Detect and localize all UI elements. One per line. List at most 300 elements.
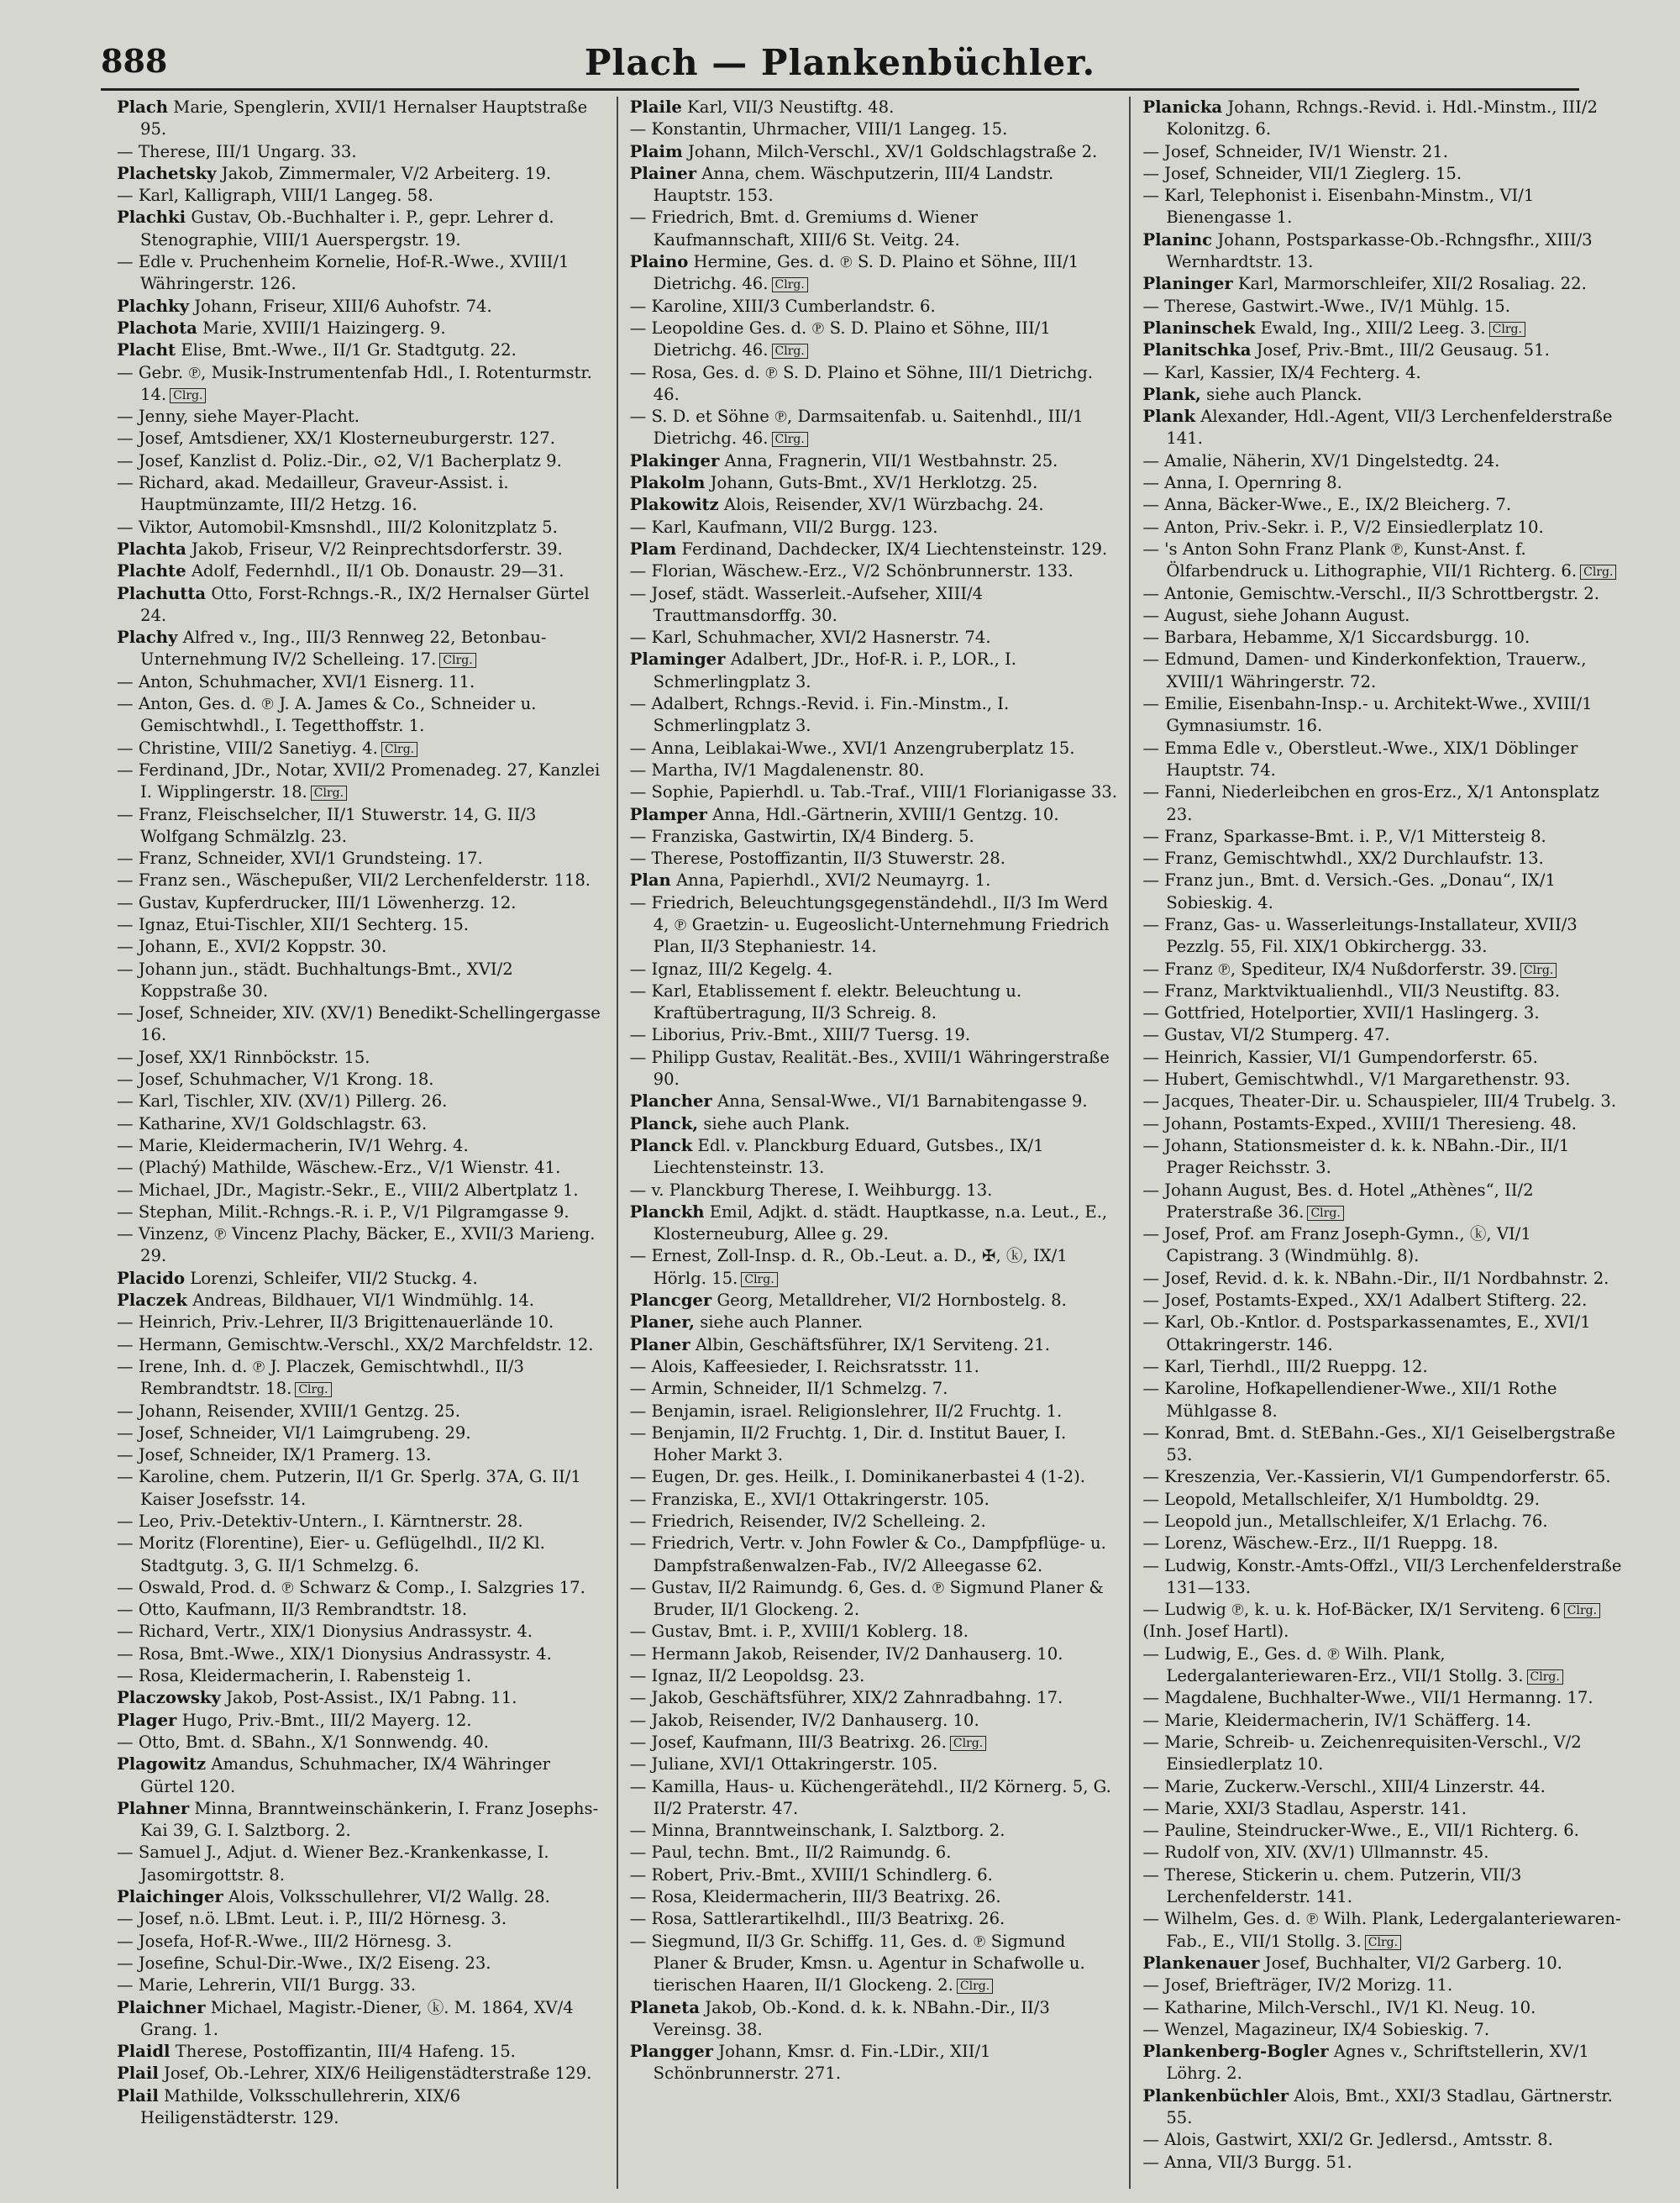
entry-surname: Plancher — [629, 1091, 712, 1112]
entry-details: — Hermann, Gemischtw.-Verschl., XX/2 Marchfeldstr. 12. — [117, 1334, 594, 1354]
directory-entry — [117, 428, 605, 450]
entry-details: — Jakob, Geschäftsführer, XIX/2 Zahnradbahng. 17. — [629, 1688, 1063, 1708]
entry-details: — Alois, Kaffeesieder, I. Reichsratsstr. 11. — [629, 1356, 979, 1376]
entry-details: Marie, Spenglerin, XVII/1 Hernalser Hauptstraße 95. — [140, 97, 588, 139]
directory-entry — [1142, 605, 1630, 627]
directory-entry — [1142, 339, 1630, 361]
entry-details: Karl, Marmorschleifer, XII/2 Rosaliag. 22. — [1237, 274, 1587, 294]
entry-details: Anna, Papierhdl., XVI/2 Neumayrg. 1. — [676, 870, 991, 891]
entry-details: Gustav, Ob.-Buchhalter i. P., gepr. Lehrer d. Stenographie, VIII/1 Auerspergstr. 19. — [140, 208, 554, 250]
entry-surname: Plaidl — [117, 2042, 171, 2062]
directory-entry — [1142, 406, 1630, 450]
entry-details: — Franz, Fleischselcher, II/1 Stuwerstr. 14, G. II/3 Wolfgang Schmälzlg. 23. — [117, 804, 537, 846]
entry-details: — Franz ℗, Spediteur, IX/4 Nußdorferstr. 39. — [1142, 959, 1517, 979]
entry-details: — Edle v. Pruchenheim Kornelie, Hof-R.-Wwe., XVIII/1 Währingerstr. 126. — [117, 252, 570, 294]
entry-details: — Kreszenzia, Ver.-Kassierin, VI/1 Gumpendorferstr. 65. — [1142, 1467, 1611, 1487]
directory-entry — [117, 1665, 605, 1687]
directory-entry — [117, 97, 605, 141]
directory-entry — [117, 760, 605, 804]
directory-entry — [1142, 1223, 1630, 1268]
directory-entry — [1142, 1953, 1630, 1974]
directory-entry — [117, 892, 605, 914]
entry-details: — Karl, Kalligraph, VIII/1 Langeg. 58. — [117, 186, 433, 206]
directory-entry — [1142, 959, 1630, 981]
directory-entry — [630, 649, 1118, 693]
entry-details: — Siegmund, II/3 Gr. Schiffg. 11, Ges. d. ℗ Sigmund Planer & Bruder, Kmsn. u. Agentur in Schafwolle u. tierischen Haaren, II/1 Glockeng. 2. — [629, 1931, 1085, 1995]
entry-details: — Rosa, Kleidermacherin, I. Rabensteig 1. — [117, 1666, 472, 1686]
directory-entry — [630, 1864, 1118, 1886]
entry-details: — Amalie, Näherin, XV/1 Dingelstedtg. 24. — [1142, 450, 1500, 471]
entry-details: Hugo, Priv.-Bmt., III/2 Mayerg. 12. — [181, 1710, 472, 1730]
directory-entry — [117, 1290, 605, 1312]
directory-entry — [1142, 1180, 1630, 1224]
entry-details: — Anton, Priv.-Sekr. i. P., V/2 Einsiedlerplatz 10. — [1142, 517, 1544, 537]
directory-entry — [1142, 649, 1630, 693]
running-head: Plach — Plankenbüchler. — [584, 42, 1096, 83]
entry-surname: Plagowitz — [117, 1754, 207, 1774]
directory-entry — [117, 296, 605, 318]
directory-entry — [117, 1710, 605, 1732]
entry-details: — Magdalene, Buchhalter-Wwe., VII/1 Hermanng. 17. — [1142, 1688, 1593, 1708]
entry-details: — Samuel J., Adjut. d. Wiener Bez.-Krankenkasse, I. Jasomirgottstr. 8. — [117, 1843, 549, 1885]
directory-entry — [117, 1908, 605, 1930]
directory-entry — [117, 141, 605, 163]
directory-entry — [630, 97, 1118, 118]
directory-entry — [117, 1953, 605, 1974]
directory-columns — [105, 97, 1642, 2189]
entry-details: (Inh. Josef Hartl). — [1142, 1622, 1289, 1642]
entry-details: — Friedrich, Vertr. v. John Fowler & Co., Dampfpflüge- u. Dampfstraßenwalzen-Fab., IV/2 Alleegasse 62. — [629, 1533, 1106, 1575]
entry-details: — Michael, JDr., Magistr.-Sekr., E., VIII/2 Albertplatz 1. — [117, 1180, 579, 1200]
entry-details: — Josef, Schuhmacher, V/1 Krong. 18. — [117, 1070, 434, 1090]
directory-entry — [630, 781, 1118, 803]
directory-entry — [1142, 1687, 1630, 1709]
clearing-badge: Clrg. — [741, 1272, 777, 1287]
entry-details: Karl, VII/3 Neustiftg. 48. — [687, 97, 895, 117]
directory-entry — [630, 1842, 1118, 1864]
entry-details: — Fanni, Niederleibchen en gros-Erz., X/1 Antonsplatz 23. — [1142, 782, 1599, 824]
entry-details: Josef, Priv.-Bmt., III/2 Geusaug. 51. — [1256, 340, 1550, 360]
directory-entry — [117, 1974, 605, 1996]
directory-entry — [1142, 2152, 1630, 2174]
directory-entry — [1142, 1047, 1630, 1069]
directory-entry — [630, 693, 1118, 738]
directory-entry — [117, 804, 605, 849]
entry-surname: Plachutta — [117, 583, 207, 603]
directory-entry — [630, 981, 1118, 1025]
entry-details: — Josef, Schneider, VI/1 Laimgrubeng. 29. — [117, 1422, 471, 1443]
entry-details: — Juliane, XVI/1 Ottakringerstr. 105. — [629, 1754, 938, 1774]
directory-entry — [630, 296, 1118, 318]
directory-entry — [1142, 1422, 1630, 1467]
directory-entry — [630, 826, 1118, 848]
entry-surname: Plam — [629, 539, 677, 559]
directory-entry — [117, 1223, 605, 1268]
directory-entry — [117, 1422, 605, 1444]
entry-details: — Josef, Schneider, XIV. (XV/1) Benedikt-Schellingergasse 16. — [117, 1003, 601, 1045]
clearing-badge: Clrg. — [772, 432, 808, 447]
entry-details: — Wenzel, Magazineur, IX/4 Sobieskig. 7. — [1142, 2019, 1490, 2039]
entry-details: — Otto, Bmt. d. SBahn., X/1 Sonnwendg. 40. — [117, 1732, 490, 1752]
directory-entry — [630, 1931, 1118, 1997]
entry-details: siehe auch Planner. — [700, 1312, 864, 1333]
column-3 — [1129, 97, 1642, 2189]
directory-entry — [117, 560, 605, 582]
entry-surname: Plankenberg-Bogler — [1142, 2042, 1329, 2062]
entry-surname: Planicka — [1142, 97, 1223, 117]
directory-entry — [117, 1798, 605, 1843]
directory-entry — [630, 1047, 1118, 1091]
entry-details: Johann, Postsparkasse-Ob.-Rchngsfhr., XIII/3 Wernhardtstr. 13. — [1166, 229, 1593, 272]
entry-surname: Plachetsky — [117, 163, 217, 183]
directory-entry — [1142, 494, 1630, 516]
entry-details: — Marie, XXI/3 Stadlau, Asperstr. 141. — [1142, 1798, 1467, 1818]
clearing-badge: Clrg. — [772, 277, 808, 292]
entry-details: — Karl, Tischler, XIV. (XV/1) Pillerg. 26. — [117, 1091, 448, 1112]
directory-entry — [1142, 1378, 1630, 1422]
directory-entry — [117, 1401, 605, 1422]
directory-entry — [1142, 229, 1630, 274]
entry-surname: Plachte — [117, 561, 186, 581]
directory-entry — [117, 1268, 605, 1290]
directory-entry — [1142, 1710, 1630, 1732]
entry-details: — Gustav, Bmt. i. P., XVIII/1 Koblerg. 18. — [629, 1622, 969, 1642]
directory-entry — [117, 1444, 605, 1466]
directory-entry — [117, 671, 605, 693]
directory-entry — [117, 1356, 605, 1401]
entry-details: — (Plachý) Mathilde, Wäschew.-Erz., V/1 Wienstr. 41. — [117, 1158, 561, 1178]
entry-details: — Anna, I. Opernring 8. — [1142, 473, 1342, 493]
entry-surname: Placzowsky — [117, 1688, 221, 1708]
entry-details: Jakob, Friseur, V/2 Reinprechtsdorferstr. 39. — [192, 539, 563, 559]
entry-surname: Plachota — [117, 318, 197, 338]
directory-entry — [117, 185, 605, 207]
directory-entry — [1142, 1024, 1630, 1046]
entry-surname: Plakinger — [629, 450, 720, 471]
clearing-badge: Clrg. — [1489, 322, 1525, 337]
directory-entry — [1142, 2129, 1630, 2151]
entry-details: — Josefine, Schul-Dir.-Wwe., IX/2 Eiseng. 23. — [117, 1953, 491, 1973]
directory-entry — [117, 693, 605, 738]
entry-surname: Planinger — [1142, 274, 1233, 294]
directory-entry — [1142, 1555, 1630, 1600]
entry-details: — Philipp Gustav, Realität.-Bes., XVIII/1 Währingerstraße 90. — [629, 1047, 1110, 1090]
directory-entry — [117, 1643, 605, 1665]
entry-details: — Marie, Kleidermacherin, IV/1 Wehrg. 4. — [117, 1135, 469, 1155]
entry-details: Therese, Postoffizantin, III/4 Hafeng. 15. — [175, 2042, 516, 2062]
clearing-badge: Clrg. — [1365, 1935, 1401, 1950]
entry-surname: Planck — [629, 1135, 693, 1155]
entry-details: — Josef, Briefträger, IV/2 Morizg. 11. — [1142, 1975, 1453, 1995]
directory-entry — [117, 1002, 605, 1047]
entry-surname: Placht — [117, 340, 176, 360]
entry-details: — Rosa, Kleidermacherin, III/3 Beatrixg. 26. — [629, 1887, 1001, 1907]
entry-details: — Ignaz, Etui-Tischler, XII/1 Sechterg. 15. — [117, 914, 470, 934]
directory-entry — [630, 1511, 1118, 1533]
entry-details: — Rosa, Ges. d. ℗ S. D. Plaino et Söhne, III/1 Dietrichg. 46. — [629, 362, 1093, 404]
directory-entry — [630, 1401, 1118, 1422]
entry-surname: Planinc — [1142, 229, 1213, 250]
entry-details: Josef, Ob.-Lehrer, XIX/6 Heiligenstädterstraße 129. — [164, 2064, 592, 2084]
directory-entry — [630, 1908, 1118, 1930]
entry-details: — Karoline, chem. Putzerin, II/1 Gr. Sperlg. 37A, G. II/1 Kaiser Josefsstr. 14. — [117, 1467, 581, 1509]
entry-surname: Plank — [1142, 407, 1196, 427]
entry-details: — Johann, Reisender, XVIII/1 Gentzg. 25. — [117, 1401, 460, 1421]
entry-details: — Ernest, Zoll-Insp. d. R., Ob.-Leut. a. D., ✠, ⓚ, IX/1 Hörlg. 15. — [629, 1246, 1068, 1288]
clearing-badge: Clrg. — [295, 1382, 331, 1397]
entry-details: — Liborius, Priv.-Bmt., XIII/7 Tuersg. 19. — [629, 1025, 971, 1045]
directory-entry — [630, 1621, 1118, 1643]
entry-details: — Leo, Priv.-Detektiv-Untern., I. Kärntnerstr. 28. — [117, 1512, 523, 1531]
directory-entry — [1142, 2019, 1630, 2041]
entry-details: — Therese, Stickerin u. chem. Putzerin, VII/3 Lerchenfelderstr. 141. — [1142, 1864, 1522, 1907]
entry-details: — Franz sen., Wäschepußer, VII/2 Lerchenfelderstr. 118. — [117, 870, 591, 891]
entry-surname: Plancger — [629, 1291, 712, 1311]
entry-details: Mathilde, Volksschullehrerin, XIX/6 Heiligenstädterstr. 129. — [140, 2085, 461, 2128]
entry-details: — Josef, Kanzlist d. Poliz.-Dir., ⊙2, V/1 Bacherplatz 9. — [117, 450, 562, 471]
directory-entry — [1142, 2085, 1630, 2130]
directory-entry — [1142, 870, 1630, 914]
entry-details: — Karl, Etablissement f. elektr. Beleuchtung u. Kraftübertragung, II/3 Schreig. 8. — [629, 981, 1022, 1023]
directory-entry — [117, 1091, 605, 1112]
entry-details: — Josef, Amtsdiener, XX/1 Klosterneuburgerstr. 127. — [117, 429, 555, 449]
clearing-badge: Clrg. — [1564, 1603, 1600, 1618]
entry-details: — Karl, Telephonist i. Eisenbahn-Minstm., VI/1 Bienengasse 1. — [1142, 186, 1535, 228]
directory-entry — [630, 406, 1118, 450]
directory-entry — [630, 318, 1118, 362]
directory-entry — [630, 141, 1118, 163]
entry-surname: Plaichinger — [117, 1887, 223, 1907]
directory-entry — [1142, 1312, 1630, 1356]
clearing-badge: Clrg. — [1580, 565, 1616, 580]
entry-surname: Plaim — [629, 141, 683, 161]
directory-entry — [117, 1997, 605, 2042]
directory-entry — [1142, 1842, 1630, 1864]
entry-details: — Benjamin, II/2 Fruchtg. 1, Dir. d. Institut Bauer, I. Hoher Markt 3. — [629, 1422, 1067, 1465]
directory-entry — [630, 450, 1118, 472]
directory-entry — [117, 627, 605, 671]
directory-entry — [630, 1422, 1118, 1467]
directory-entry — [1142, 781, 1630, 826]
directory-entry — [1142, 1135, 1630, 1180]
directory-entry — [117, 339, 605, 361]
entry-details: — Leopold jun., Metallschleifer, X/1 Erlachg. 76. — [1142, 1512, 1548, 1531]
directory-entry — [630, 1245, 1118, 1290]
directory-entry — [630, 760, 1118, 781]
entry-details: — v. Planckburg Therese, I. Weihburgg. 13. — [629, 1180, 993, 1200]
entry-details: — Hubert, Gemischtwhdl., V/1 Margarethenstr. 93. — [1142, 1070, 1571, 1090]
directory-entry — [630, 804, 1118, 826]
header-rule — [101, 88, 1579, 91]
directory-entry — [117, 1687, 605, 1709]
entry-details: — Therese, Gastwirt.-Wwe., IV/1 Mühlg. 15. — [1142, 296, 1510, 316]
entry-details: — Karl, Kassier, IX/4 Fechterg. 4. — [1142, 362, 1421, 382]
directory-entry — [630, 583, 1118, 628]
entry-details: — Richard, Vertr., XIX/1 Dionysius Andrassystr. 4. — [117, 1622, 533, 1642]
directory-entry — [630, 1776, 1118, 1821]
entry-details: — Robert, Priv.-Bmt., XVIII/1 Schindlerg. 6. — [629, 1864, 993, 1885]
directory-entry — [1142, 97, 1630, 141]
entry-details: — Franz, Gas- u. Wasserleitungs-Installateur, XVII/3 Pezzlg. 55, Fil. XIX/1 Obkirchergg. 33. — [1142, 914, 1578, 957]
directory-entry — [630, 251, 1118, 296]
entry-details: Anna, Fragnerin, VII/1 Westbahnstr. 25. — [724, 450, 1058, 471]
entry-details: Adolf, Federnhdl., II/1 Ob. Donaustr. 29—31. — [191, 561, 564, 581]
directory-entry — [1142, 1732, 1630, 1776]
directory-entry — [117, 1180, 605, 1201]
directory-entry — [630, 1687, 1118, 1709]
entry-details: — Katharine, Milch-Verschl., IV/1 Kl. Neug. 10. — [1142, 1997, 1536, 2017]
directory-entry — [630, 494, 1118, 516]
entry-details: — Benjamin, israel. Religionslehrer, II/2 Fruchtg. 1. — [629, 1401, 1063, 1421]
directory-entry — [630, 1334, 1118, 1356]
entry-details: — Antonie, Gemischtw.-Verschl., II/3 Schrottbergstr. 2. — [1142, 583, 1599, 603]
directory-entry — [630, 1378, 1118, 1400]
directory-entry — [630, 362, 1118, 407]
entry-details: — Edmund, Damen- und Kinderkonfektion, Trauerw., XVIII/1 Währingerstr. 72. — [1142, 649, 1587, 691]
directory-entry — [630, 738, 1118, 760]
entry-details: Anna, Hdl.-Gärtnerin, XVIII/1 Gentzg. 10. — [712, 804, 1059, 824]
entry-details: — Christine, VIII/2 Sanetiyg. 4. — [117, 738, 378, 758]
entry-details: — Friedrich, Beleuchtungsgegenständehdl., II/3 Im Werd 4, ℗ Graetzin- u. Eugeoslicht-Unternehmung Friedrich Plan, II/3 Stephaniestr. 14. — [629, 892, 1110, 957]
entry-details: — Irene, Inh. d. ℗ J. Placzek, Gemischtwhdl., II/3 Rembrandtstr. 18. — [117, 1356, 524, 1399]
entry-details: — Moritz (Florentine), Eier- u. Geflügelhdl., II/2 Kl. Stadtgutg. 3, G. II/1 Schmelzg. 6. — [117, 1533, 545, 1575]
directory-entry — [117, 2063, 605, 2085]
entry-details: Alois, Volksschullehrer, VI/2 Wallg. 28. — [228, 1887, 550, 1907]
directory-entry — [630, 848, 1118, 870]
entry-details: — Sophie, Papierhdl. u. Tab.-Traf., VIII/1 Florianigasse 33. — [629, 782, 1118, 802]
entry-details: — Gustav, Kupferdrucker, III/1 Löwenherzg. 12. — [117, 892, 517, 912]
clearing-badge: Clrg. — [170, 388, 206, 403]
directory-entry — [117, 2085, 605, 2130]
entry-details: — Johann, Postamts-Exped., XVIII/1 Theresieng. 48. — [1142, 1113, 1578, 1133]
entry-details: — Anton, Schuhmacher, XVI/1 Eisnerg. 11. — [117, 671, 475, 691]
entry-details: Minna, Branntweinschänkerin, I. Franz Josephs-Kai 39, G. I. Salztborg. 2. — [140, 1798, 599, 1841]
entry-surname: Plaino — [629, 252, 689, 272]
entry-details: — Pauline, Steindrucker-Wwe., E., VII/1 Richterg. 6. — [1142, 1821, 1579, 1841]
directory-entry — [630, 118, 1118, 140]
entry-details: — Johann, Stationsmeister d. k. k. NBahn.-Dir., II/1 Prager Reichsstr. 3. — [1142, 1135, 1570, 1178]
directory-entry — [117, 517, 605, 539]
entry-details: — Karl, Tierhdl., III/2 Rueppg. 12. — [1142, 1356, 1428, 1376]
directory-entry — [630, 1091, 1118, 1112]
directory-entry — [117, 1069, 605, 1091]
entry-details: — Johann, E., XVI/2 Koppstr. 30. — [117, 937, 387, 957]
entry-details: — Oswald, Prod. d. ℗ Schwarz & Comp., I. Salzgries 17. — [117, 1577, 585, 1597]
entry-surname: Plainer — [629, 163, 697, 183]
entry-details: Emil, Adjkt. d. städt. Hauptkasse, n.a. Leut., E., Klosterneuburg, Allee g. 29. — [653, 1201, 1108, 1244]
entry-details: Johann, Milch-Verschl., XV/1 Goldschlagstraße 2. — [687, 141, 1098, 161]
entry-details: — Wilhelm, Ges. d. ℗ Wilh. Plank, Ledergalanteriewaren-Fab., E., VII/1 Stollg. 3. — [1142, 1909, 1621, 1951]
entry-details: — Alois, Gastwirt, XXI/2 Gr. Jedlersd., Amtsstr. 8. — [1142, 2130, 1553, 2150]
entry-details: — Anna, Bäcker-Wwe., E., IX/2 Bleicherg. 7. — [1142, 495, 1512, 515]
directory-entry — [117, 1621, 605, 1643]
directory-entry — [1142, 1466, 1630, 1488]
column-2 — [617, 97, 1130, 2189]
entry-details: Elise, Bmt.-Wwe., II/1 Gr. Stadtgutg. 22. — [181, 340, 517, 360]
directory-entry — [1142, 450, 1630, 472]
entry-surname: Placido — [117, 1268, 186, 1288]
entry-surname: Planck, — [629, 1113, 699, 1133]
entry-details: — Josef, Kaufmann, III/3 Beatrixg. 26. — [629, 1732, 947, 1752]
entry-surname: Planeta — [629, 1997, 701, 2017]
entry-details: — Heinrich, Priv.-Lehrer, II/3 Brigittenauerlände 10. — [117, 1312, 554, 1333]
directory-entry — [1142, 848, 1630, 870]
entry-details: — Josef, XX/1 Rinnböckstr. 15. — [117, 1047, 370, 1067]
directory-entry — [630, 1732, 1118, 1753]
entry-details: siehe auch Plank. — [703, 1113, 850, 1133]
entry-details: — Gustav, VI/2 Stumperg. 47. — [1142, 1025, 1390, 1045]
entry-surname: Plaile — [629, 97, 682, 117]
entry-details: — Franz, Schneider, XVI/1 Grundsteing. 17. — [117, 849, 483, 869]
directory-entry — [1142, 318, 1630, 339]
entry-details: — Franziska, Gastwirtin, IX/4 Binderg. 5. — [629, 826, 974, 846]
directory-entry — [117, 1577, 605, 1599]
entry-details: — Heinrich, Kassier, VI/1 Gumpendorferstr. 65. — [1142, 1047, 1538, 1067]
directory-entry — [630, 870, 1118, 891]
directory-entry — [630, 1113, 1118, 1135]
directory-entry — [630, 163, 1118, 208]
directory-entry — [1142, 1997, 1630, 2019]
directory-entry — [1142, 1113, 1630, 1135]
entry-details: — Anna, VII/3 Burgg. 51. — [1142, 2152, 1352, 2172]
entry-surname: Plaminger — [629, 649, 726, 670]
entry-details: — Florian, Wäschew.-Erz., V/2 Schönbrunnerstr. 133. — [629, 561, 1074, 581]
clearing-badge: Clrg. — [1527, 1669, 1563, 1685]
directory-entry — [117, 1047, 605, 1069]
entry-details: — Konstantin, Uhrmacher, VIII/1 Langeg. 15. — [629, 119, 1008, 139]
directory-entry — [630, 1024, 1118, 1046]
entry-details: Johann, Rchngs.-Revid. i. Hdl.-Minstm., III/2 Kolonitzg. 6. — [1166, 97, 1598, 139]
directory-entry — [630, 1180, 1118, 1201]
directory-entry — [117, 1113, 605, 1135]
directory-entry — [1142, 826, 1630, 848]
directory-entry — [630, 1753, 1118, 1775]
entry-details: — Karoline, Hofkapellendiener-Wwe., XII/1 Rothe Mühlgasse 8. — [1142, 1379, 1557, 1421]
directory-entry — [630, 1489, 1118, 1511]
directory-entry — [117, 2041, 605, 2063]
entry-details: — Leopoldine Ges. d. ℗ S. D. Plaino et Söhne, III/1 Dietrichg. 46. — [629, 318, 1051, 360]
entry-details: — Karl, Schuhmacher, XVI/2 Hasnerstr. 74. — [629, 628, 991, 648]
directory-entry — [630, 1820, 1118, 1842]
directory-entry — [1142, 1820, 1630, 1842]
directory-entry — [1142, 1290, 1630, 1312]
directory-entry — [1142, 273, 1630, 295]
entry-details: — Gottfried, Hotelportier, XVII/1 Haslingerg. 3. — [1142, 1003, 1540, 1023]
directory-entry — [630, 1466, 1118, 1488]
entry-details: — Josef, Schneider, IV/1 Wienstr. 21. — [1142, 141, 1449, 161]
directory-entry — [1142, 1002, 1630, 1024]
directory-entry — [117, 406, 605, 428]
directory-entry — [117, 1753, 605, 1798]
entry-details: — Ferdinand, JDr., Notar, XVII/2 Promenadeg. 27, Kanzlei I. Wipplingerstr. 18. — [117, 760, 601, 802]
directory-entry — [1142, 693, 1630, 738]
directory-entry — [630, 1665, 1118, 1687]
entry-details: Marie, XVIII/1 Haizingerg. 9. — [202, 318, 446, 338]
entry-details: — Josef, Revid. d. k. k. NBahn.-Dir., II/1 Nordbahnstr. 2. — [1142, 1268, 1609, 1288]
entry-details: — Vinzenz, ℗ Vincenz Plachy, Bäcker, E., XVII/3 Marieng. 29. — [117, 1224, 596, 1266]
entry-details: — Jacques, Theater-Dir. u. Schauspieler, III/4 Trubelg. 3. — [1142, 1091, 1617, 1112]
entry-surname: Plakowitz — [629, 495, 719, 515]
directory-entry — [1142, 1069, 1630, 1091]
entry-details: — Marie, Lehrerin, VII/1 Burgg. 33. — [117, 1975, 417, 1995]
entry-surname: Plachy — [117, 628, 178, 648]
directory-entry — [1142, 1511, 1630, 1533]
entry-details: — Marie, Schreib- u. Zeichenrequisiten-Verschl., V/2 Einsiedlerplatz 10. — [1142, 1732, 1582, 1774]
clearing-badge: Clrg. — [1520, 963, 1557, 978]
directory-entry — [1142, 1798, 1630, 1820]
directory-entry — [630, 1290, 1118, 1312]
entry-surname: Plankenbüchler — [1142, 2085, 1289, 2106]
